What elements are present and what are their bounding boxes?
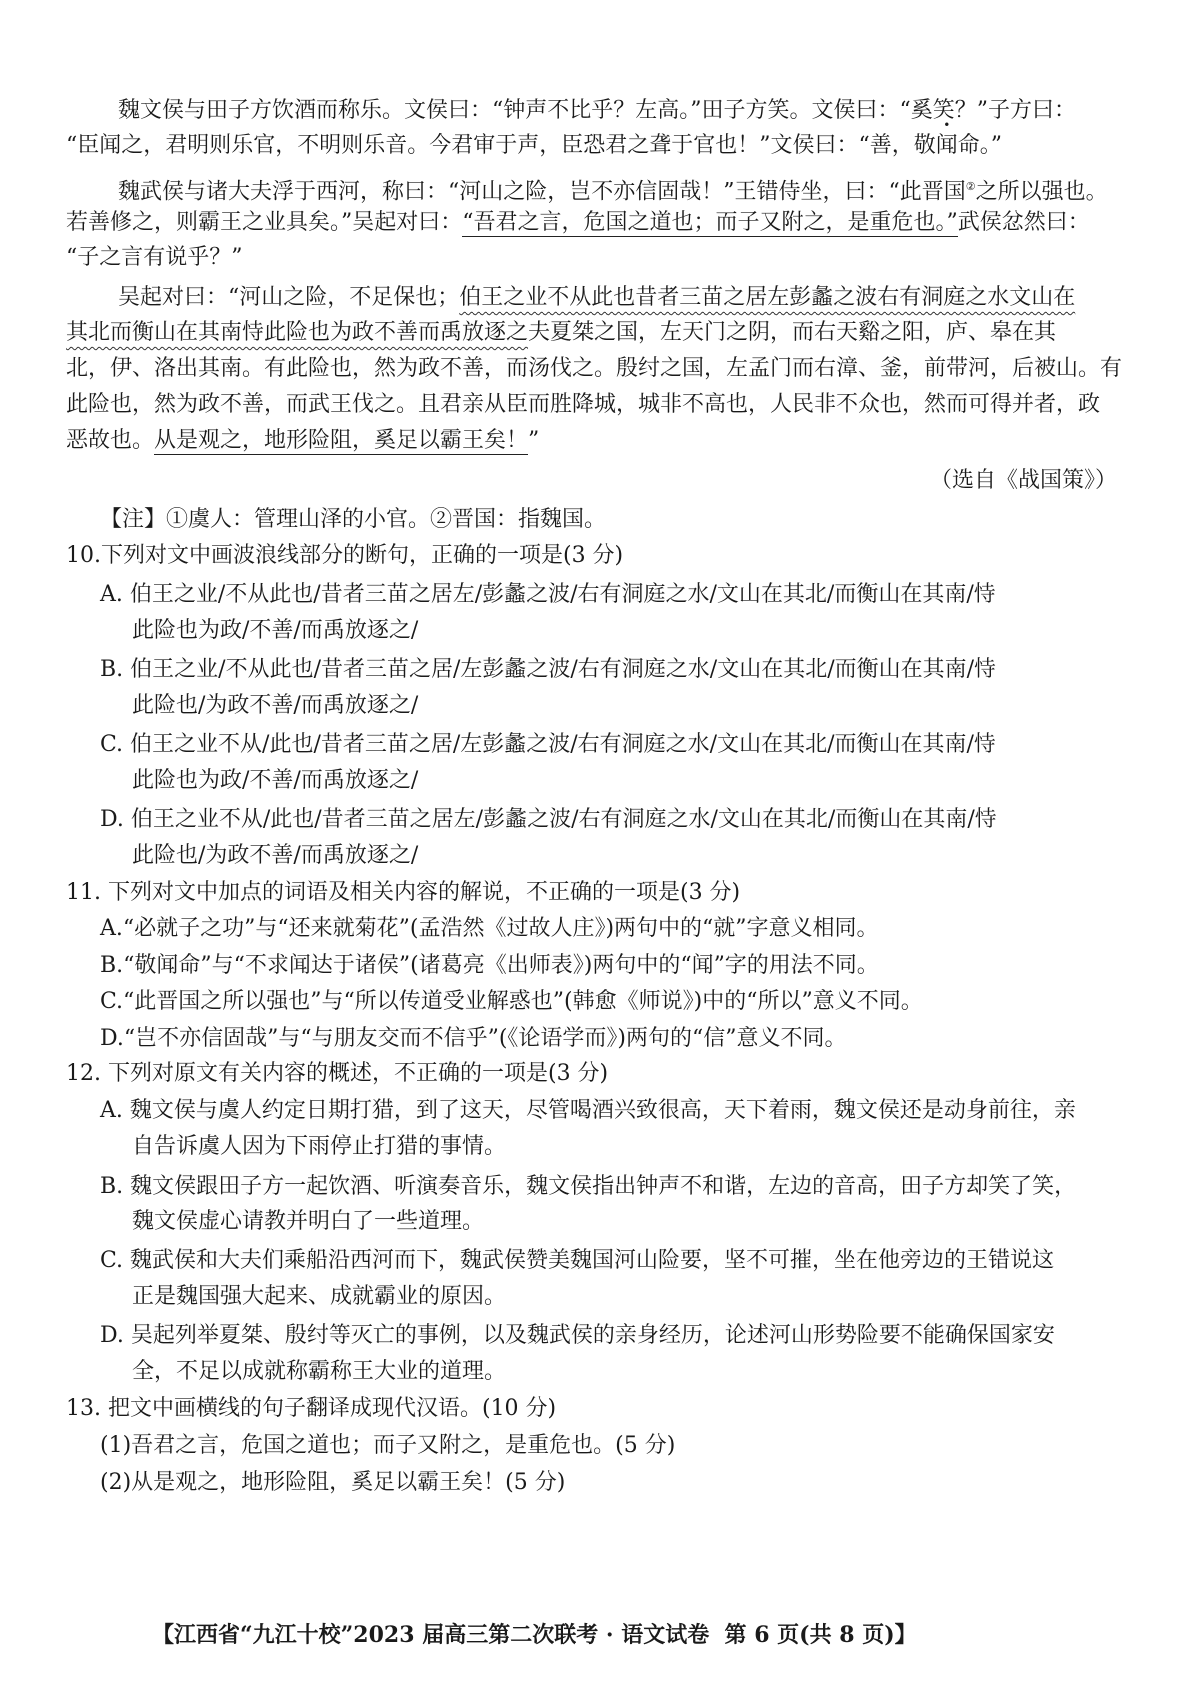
question-stem: 10.下列对文中画波浪线部分的断句，正确的一项是(3 分): [66, 543, 624, 568]
footer-exam-name: 【江西省“九江十校”2023 届高三第二次联考: [152, 1622, 599, 1648]
option-line: [100, 1321, 1055, 1351]
passage-text: 魏武侯与诸大夫浮于西河，称曰：“河山之险，岂不亦信固哉！”王错侍坐，曰：“此晋国: [118, 179, 966, 205]
sub-question-text: (1)吾君之言，危国之道也；而子又附之，是重危也。(5 分): [100, 1433, 676, 1458]
question-stem: 13. 把文中画横线的句子翻译成现代汉语。(10 分): [66, 1396, 557, 1421]
footer-subject: 语文试卷: [621, 1622, 710, 1648]
passage-text: “子之言有说乎？”: [66, 245, 243, 270]
option-text: 自告诉虞人因为下雨停止打猎的事情。: [132, 1134, 507, 1159]
passage-text: 恶故也。: [66, 428, 155, 453]
footnote-marker: ②: [965, 180, 976, 193]
option-text: 此险也为政/不善/而禹放逐之/: [132, 618, 419, 643]
option-line: [100, 655, 996, 685]
option-line: [132, 1357, 506, 1387]
option-line: [100, 730, 996, 760]
page-footer: [152, 1620, 917, 1650]
option-text: D. 吴起列举夏桀、殷纣等灭亡的事例，以及魏武侯的亲身经历，论述河山形势险要不能确保国家安: [100, 1323, 1055, 1348]
question-stem: 12. 下列对原文有关内容的概述，不正确的一项是(3 分): [66, 1061, 609, 1086]
question-stem: 11. 下列对文中加点的词语及相关内容的解说，不正确的一项是(3 分): [66, 880, 741, 905]
question-11: [66, 878, 740, 908]
passage-text: ”: [528, 428, 540, 453]
option-line: [100, 951, 879, 981]
option-line: [132, 1207, 484, 1237]
underlined-sentence: “吾君之言，危国之道也；而子又附之，是重危也。”: [462, 210, 958, 235]
passage-line: [118, 172, 1108, 207]
option-line: [132, 616, 418, 646]
option-line: [100, 1246, 1054, 1276]
passage-line: [66, 243, 243, 273]
question-13: [66, 1394, 556, 1424]
question-10: [66, 541, 623, 571]
option-text: D.“岂不亦信固哉”与“与朋友交而不信乎”(《论语学而》)两句的“信”意义不同。: [100, 1026, 847, 1051]
passage-text: 若善修之，则霸王之业具矣。”吴起对曰：: [66, 210, 463, 235]
passage-text: 此险也，然为政不善，而武王伐之。且君亲从臣而胜降城，城非不高也，人民非不众也，然而可得并者，政: [66, 392, 1101, 417]
footer-page-number: 第 6 页(共 8 页)】: [724, 1622, 917, 1648]
option-text: 此险也/为政不善/而禹放逐之/: [132, 693, 419, 718]
passage-text: 北，伊、洛出其南。有此险也，然为政不善，而汤伐之。殷纣之国，左孟门而右漳、釜，前带河，后被山。有: [66, 356, 1123, 381]
option-text: A. 魏文侯与虞人约定日期打猎，到了这天，尽管喝酒兴致很高，天下着雨，魏文侯还是动身前往，亲: [100, 1098, 1076, 1123]
option-text: C. 伯王之业不从/此也/昔者三苗之居/左彭蠡之波/右有洞庭之水/文山在其北/而衡山在其南/恃: [100, 732, 996, 757]
wavy-underlined-text: 其北而衡山在其南恃此险也为政不善而禹放逐之: [66, 320, 529, 345]
option-text: 魏文侯虚心请教并明白了一些道理。: [132, 1209, 485, 1234]
option-line: [132, 1132, 506, 1162]
sub-question-text: (2)从是观之，地形险阻，奚足以霸王矣！(5 分): [100, 1470, 566, 1495]
option-line: [132, 766, 418, 796]
passage-line: [66, 318, 1056, 348]
passage-line: [66, 208, 1090, 238]
passage-text: 魏文侯与田子方饮酒而称乐。文侯曰：“钟声不比乎？左高。”田子方笑。文侯曰：“奚笑？”子方曰：: [118, 98, 1076, 123]
option-text: C.“此晋国之所以强也”与“所以传道受业解惑也”(韩愈《师说》)中的“所以”意义不同。: [100, 989, 923, 1014]
option-line: [132, 691, 418, 721]
passage-line: [66, 390, 1100, 420]
passage-text: 武侯忿然曰：: [957, 210, 1090, 235]
option-text: B. 伯王之业/不从此也/昔者三苗之居/左彭蠡之波/右有洞庭之水/文山在其北/而衡山在其南/恃: [100, 657, 997, 682]
option-line: [100, 1024, 847, 1054]
passage-text: 吴起对曰：“河山之险，不足保也；: [118, 285, 460, 310]
note-text: 【注】①虞人：管理山泽的小官。②晋国：指魏国。: [100, 507, 607, 532]
passage-line: [66, 426, 539, 456]
annotation-note: [100, 505, 606, 535]
passage-text: 命。”: [957, 133, 1003, 158]
option-text: A.“必就子之功”与“还来就菊花”(孟浩然《过故人庄》)两句中的“就”字意义相同。: [100, 916, 879, 941]
option-line: [100, 914, 879, 944]
source-text: （选自《战国策》）: [930, 468, 1118, 493]
source-citation: [930, 466, 1117, 496]
option-text: 正是魏国强大起来、成就霸业的原因。: [132, 1284, 507, 1309]
option-text: C. 魏武侯和大夫们乘船沿西河而下，魏武侯赞美魏国河山险要，坚不可摧，坐在他旁边的王错说这: [100, 1248, 1055, 1273]
option-text: 此险也为政/不善/而禹放逐之/: [132, 768, 419, 793]
option-line: [132, 1282, 506, 1312]
passage-line: [66, 131, 1002, 161]
wavy-underlined-text: 伯王之业不从此也昔者三苗之居左彭蠡之波右有洞庭之水文山在: [459, 285, 1076, 310]
passage-line: [118, 283, 1075, 313]
passage-text: 夫夏桀之国，左天门之阴，而右天谿之阳，庐、皋在其: [528, 320, 1057, 345]
question-12: [66, 1059, 608, 1089]
dotted-word: 闻: [935, 133, 958, 158]
option-text: 此险也/为政不善/而禹放逐之/: [132, 843, 419, 868]
passage-line: [66, 354, 1122, 384]
option-text: A. 伯王之业/不从此也/昔者三苗之居左/彭蠡之波/右有洞庭之水/文山在其北/而衡山在其南/恃: [100, 582, 996, 607]
option-text: B. 魏文侯跟田子方一起饮酒、听演奏音乐，魏文侯指出钟声不和谐，左边的音高，田子方却笑了笑，: [100, 1174, 1077, 1199]
underlined-sentence: 从是观之，地形险阻，奚足以霸王矣！: [154, 428, 529, 453]
option-text: D. 伯王之业不从/此也/昔者三苗之居左/彭蠡之波/右有洞庭之水/文山在其北/而衡山在其南/恃: [100, 807, 997, 832]
option-line: [100, 987, 923, 1017]
option-line: [132, 841, 418, 871]
option-line: [100, 1096, 1076, 1126]
sub-question: [100, 1468, 565, 1498]
sub-question: [100, 1431, 675, 1461]
option-line: [100, 805, 997, 835]
option-text: B.“敬闻命”与“不求闻达于诸侯”(诸葛亮《出师表》)两句中的“闻”字的用法不同。: [100, 953, 879, 978]
passage-text: “臣闻之，君明则乐官，不明则乐音。今君审于声，臣恐君之聋于官也！”文侯曰：“善，敬: [66, 133, 936, 158]
footer-separator: ·: [598, 1622, 622, 1648]
option-text: 全，不足以成就称霸称王大业的道理。: [132, 1359, 507, 1384]
option-line: [100, 580, 996, 610]
passage-text: 之所以强也。: [975, 179, 1108, 205]
option-line: [100, 1172, 1076, 1202]
passage-line: [118, 96, 1076, 126]
